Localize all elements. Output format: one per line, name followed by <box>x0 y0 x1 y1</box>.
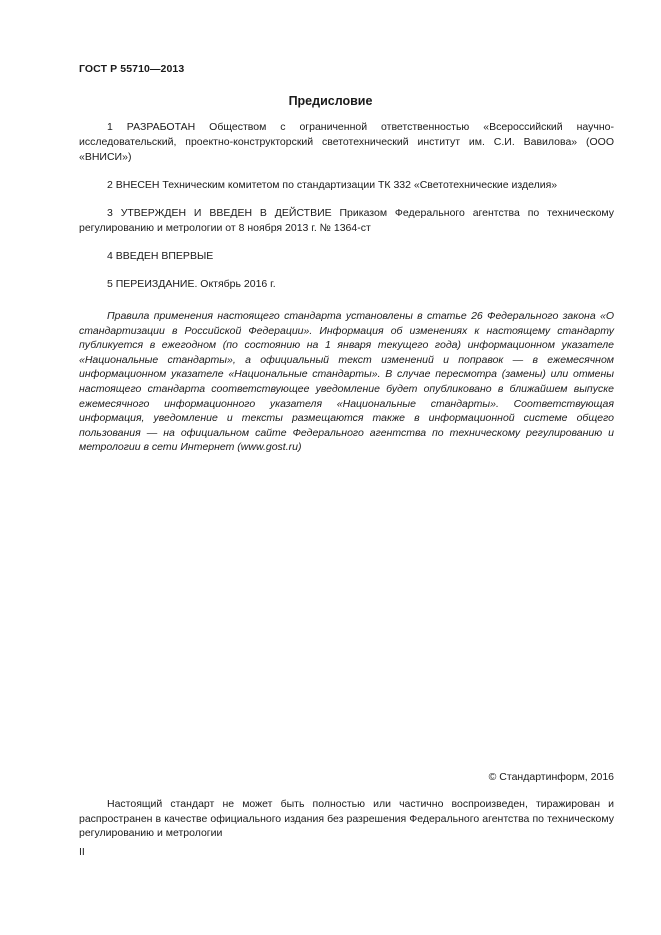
preface-item-4: 4 ВВЕДЕН ВПЕРВЫЕ <box>107 250 214 262</box>
preface-title: Предисловие <box>288 94 373 108</box>
application-rules-notice: Правила применения настоящего стандарта установлены в статье 26 Федерального закона «О стандартизации в Российской Федерации». Информация об изменениях к настоящему стандарту публикуется в ежегодном (по состоянию на 1 января текущего года) информационном указателе «Национальные стандарты», а официальный текст изменений и поправок — в ежемесячном информационном указателе «Национальные стандарты». В случае пересмотра (замены) или отмены настоящего стандарта соответствующее уведомление будет опубликовано в ближайшем выпуске ежемесячного информационного указателя «Национальные стандарты». Соответствующая информация, уведомление и тексты размещаются также в информационной системе общего пользования — на официальном сайте Федерального агентства по техническому регулированию и метрологии в сети Интернет (www.gost.ru) <box>79 310 614 454</box>
preface-item-3: 3 УТВЕРЖДЕН И ВВЕДЕН В ДЕЙСТВИЕ Приказом Федерального агентства по техническому регулированию и метрологии от 8 ноября 2013 г. № 1364-ст <box>79 207 614 234</box>
page-number: II <box>79 846 85 858</box>
preface-item-2: 2 ВНЕСЕН Техническим комитетом по стандартизации ТК 332 «Светотехнические изделия» <box>107 179 558 191</box>
preface-item-1: 1 РАЗРАБОТАН Обществом с ограниченной ответственностью «Всероссийский научно-исследовательский, проектно-конструкторский светотехнический институт им. С.И. Вавилова» (ООО «ВНИСИ») <box>79 121 614 163</box>
copyright: © Стандартинформ, 2016 <box>488 771 614 783</box>
preface-item-5: 5 ПЕРЕИЗДАНИЕ. Октябрь 2016 г. <box>107 278 276 290</box>
reproduction-notice: Настоящий стандарт не может быть полностью или частично воспроизведен, тиражирован и распространен в качестве официального издания без разрешения Федерального агентства по техническому регулированию и метрологии <box>79 798 614 840</box>
preface-items <box>79 120 614 305</box>
standard-code: ГОСТ Р 55710—2013 <box>79 63 185 75</box>
